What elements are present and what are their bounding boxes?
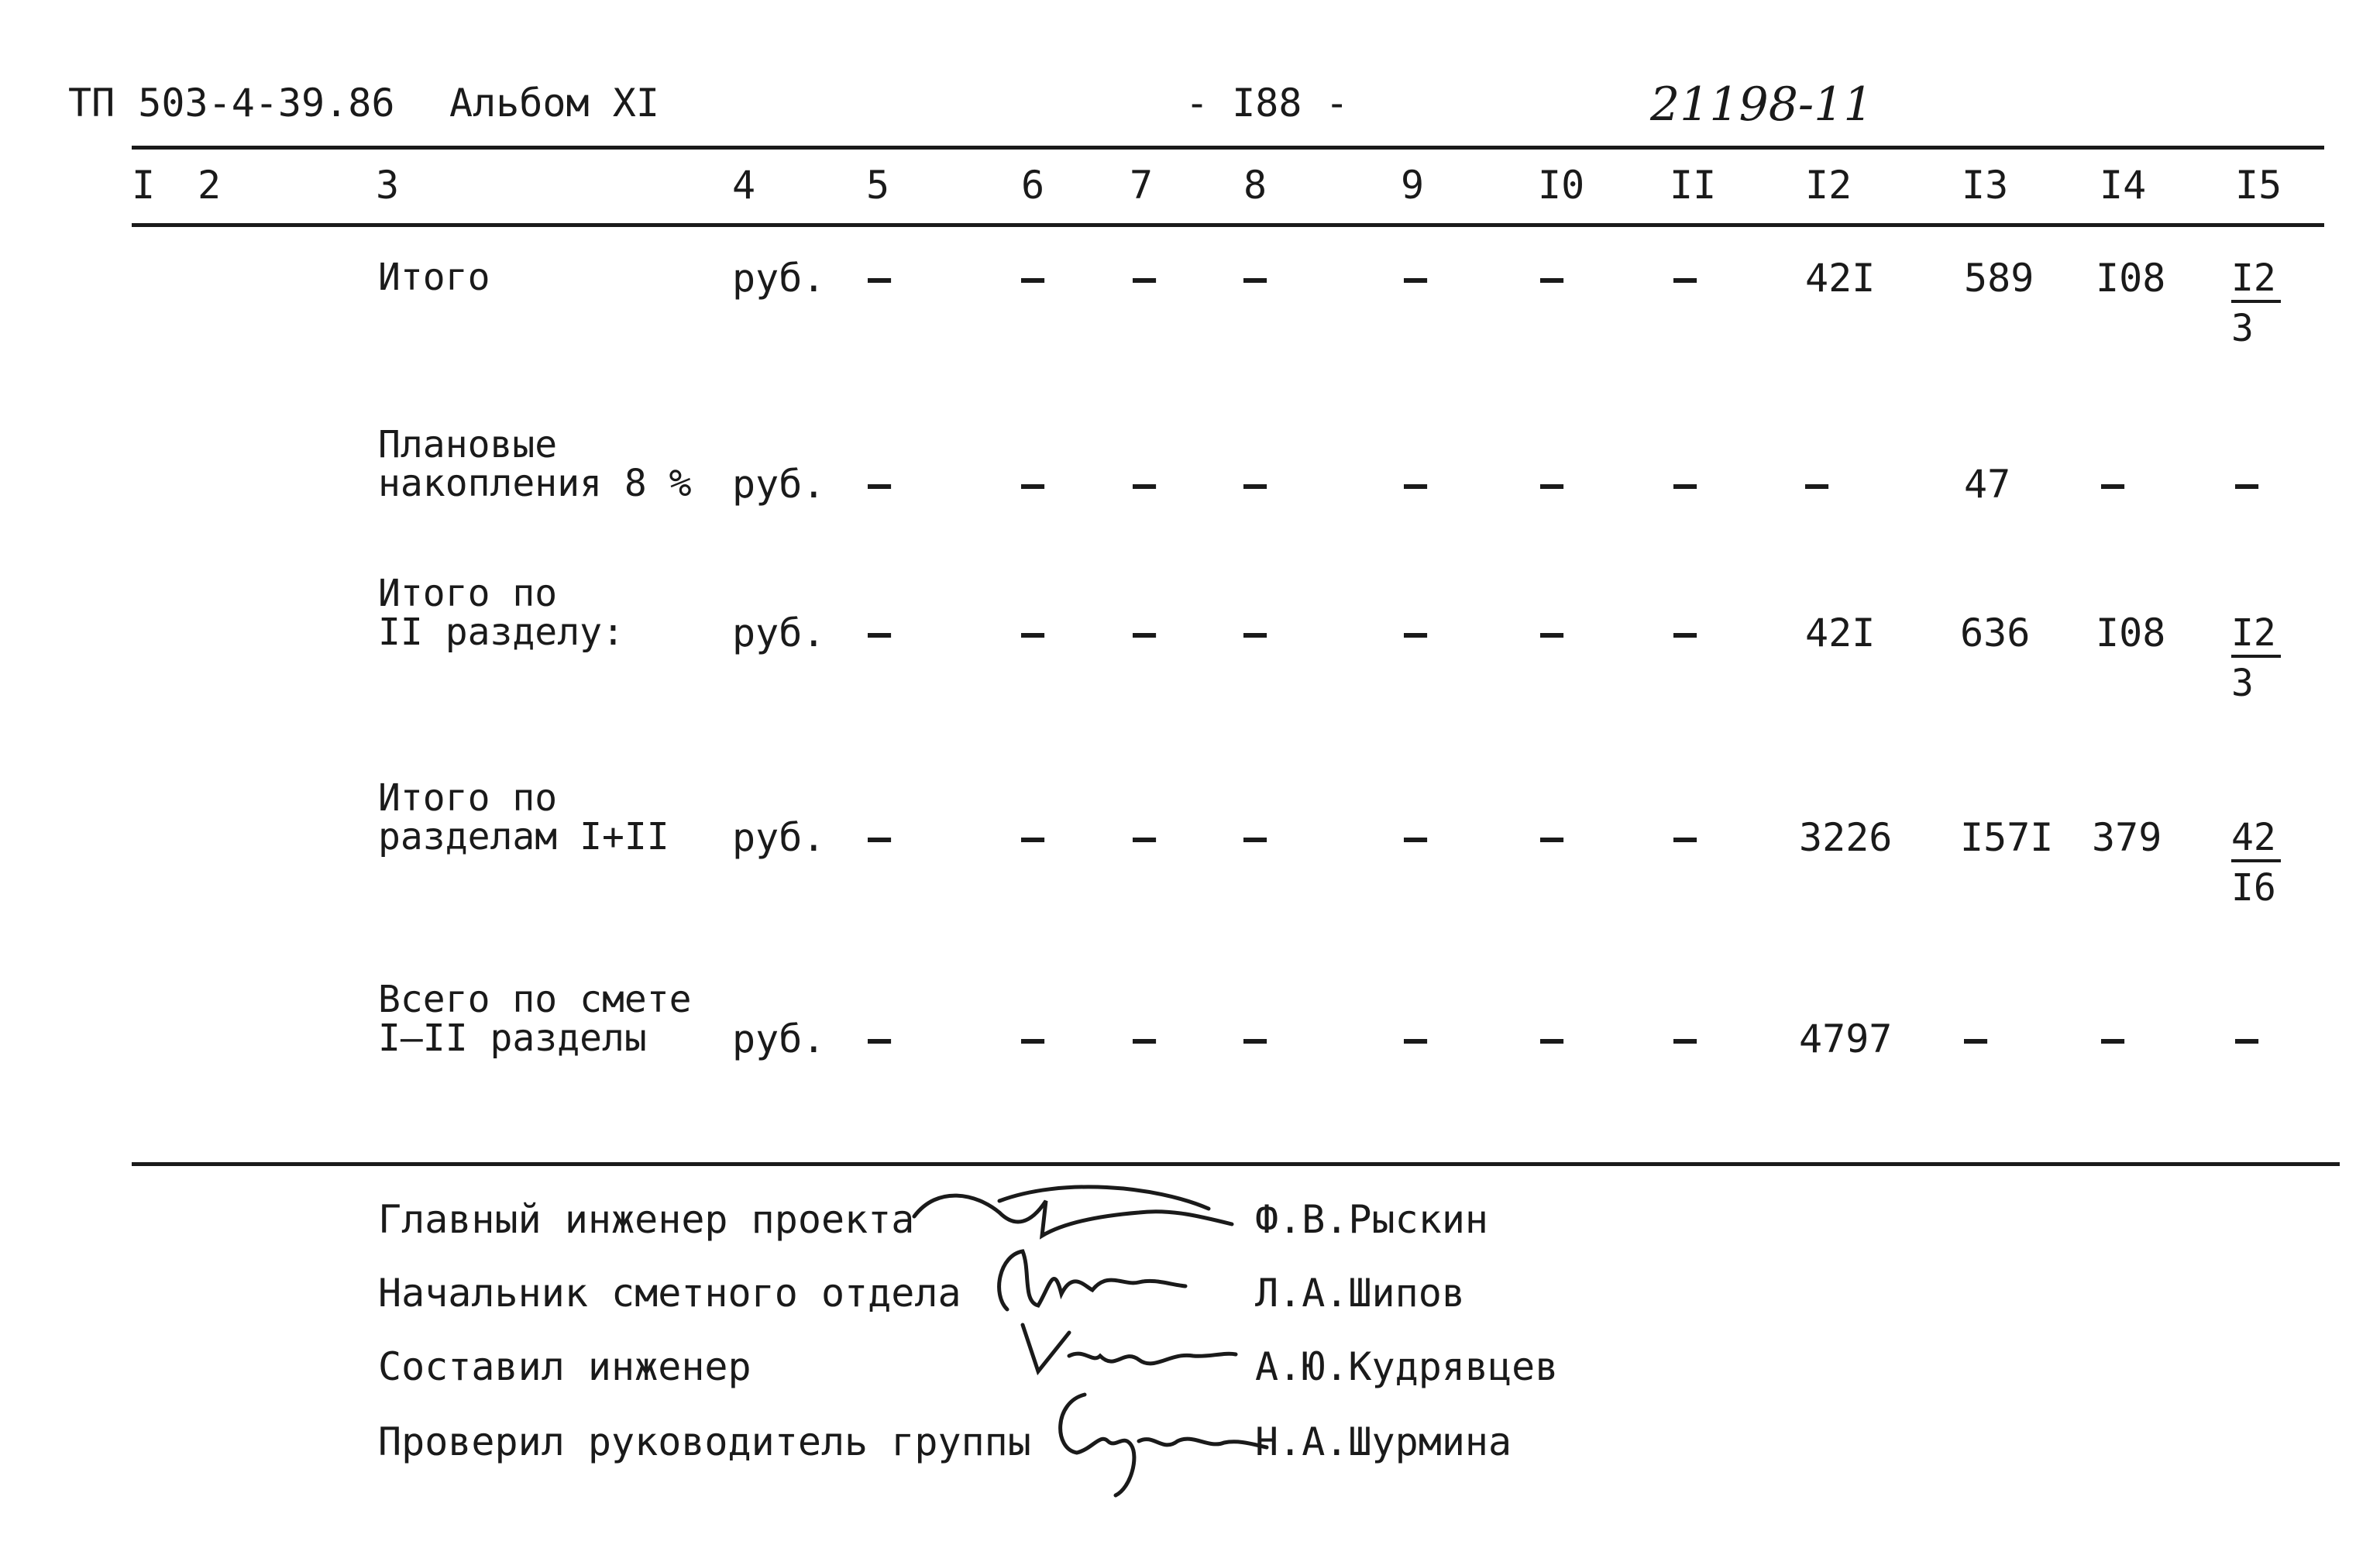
cell: – xyxy=(1021,256,1045,301)
cell: – xyxy=(868,1017,892,1061)
cell: – xyxy=(1540,1017,1564,1061)
col-header: 7 xyxy=(1130,163,1154,208)
row-label: Итого по xyxy=(378,572,558,615)
col-header: I5 xyxy=(2235,163,2282,208)
signature-name: Л.А.Шипов xyxy=(1255,1271,1465,1316)
fraction-numerator: I2 xyxy=(2231,611,2281,658)
table-bottom-rule xyxy=(132,1162,2340,1166)
cell: – xyxy=(1404,462,1428,507)
col-header: I0 xyxy=(1538,163,1585,208)
page-number: - I88 - xyxy=(1185,81,1349,126)
col-header: 3 xyxy=(376,163,400,208)
cell: – xyxy=(1021,611,1045,655)
fraction-cell xyxy=(2231,812,2281,913)
cell: – xyxy=(1673,1017,1697,1061)
row-label: Плановые xyxy=(378,423,558,466)
col-header: 5 xyxy=(866,163,890,208)
fraction-denominator: 3 xyxy=(2231,307,2254,350)
cell: I08 xyxy=(2096,256,2166,301)
unit: руб. xyxy=(732,611,826,655)
doc-code: ТП 503-4-39.86 xyxy=(68,81,395,126)
cell: – xyxy=(1243,256,1267,301)
cell: – xyxy=(868,462,892,507)
cell: – xyxy=(1964,1017,1988,1061)
cell: 42I xyxy=(1805,256,1876,301)
cell: 379 xyxy=(2092,815,2162,860)
col-header: 8 xyxy=(1243,163,1267,208)
cell: – xyxy=(1540,815,1564,860)
cell: – xyxy=(1133,256,1157,301)
row-label: Итого xyxy=(378,256,490,299)
cell: – xyxy=(1133,462,1157,507)
col-header: I2 xyxy=(1805,163,1852,208)
col-header: I xyxy=(132,163,156,208)
fraction-cell xyxy=(2231,253,2281,353)
row-label: II разделу: xyxy=(378,611,624,654)
row-label: накопления 8 % xyxy=(378,462,692,505)
col-header: II xyxy=(1670,163,1717,208)
signature-name: Ф.В.Рыскин xyxy=(1255,1197,1489,1242)
cell: – xyxy=(1133,611,1157,655)
cell: I08 xyxy=(2096,611,2166,655)
cell: – xyxy=(1540,611,1564,655)
cell: – xyxy=(1243,1017,1267,1061)
row-label: I–II разделы xyxy=(378,1017,647,1060)
cell: – xyxy=(1021,462,1045,507)
cell: – xyxy=(1133,815,1157,860)
cell: – xyxy=(1673,256,1697,301)
unit: руб. xyxy=(732,462,826,507)
fraction-denominator: 3 xyxy=(2231,662,2254,705)
sheet-number: 21198-11 xyxy=(1650,77,1873,132)
row-label: разделам I+II xyxy=(378,815,669,858)
cell: – xyxy=(1243,462,1267,507)
cell: – xyxy=(1540,256,1564,301)
fraction-cell xyxy=(2231,607,2281,708)
cell: – xyxy=(1021,1017,1045,1061)
cell: – xyxy=(1021,815,1045,860)
col-header: 6 xyxy=(1021,163,1045,208)
col-header: 4 xyxy=(732,163,756,208)
cell: 589 xyxy=(1964,256,2034,301)
fraction-numerator: I2 xyxy=(2231,256,2281,303)
cell: 47 xyxy=(1964,462,2011,507)
cell: – xyxy=(868,611,892,655)
cell: – xyxy=(868,815,892,860)
cell: 3226 xyxy=(1799,815,1893,860)
signature-role: Проверил руководитель группы xyxy=(378,1419,1031,1464)
album-label: Альбом XI xyxy=(449,81,659,126)
cell: 42I xyxy=(1805,611,1876,655)
cell: – xyxy=(1404,256,1428,301)
col-header: 2 xyxy=(198,163,222,208)
cell: – xyxy=(2235,462,2259,507)
cell: – xyxy=(1805,462,1829,507)
col-header: I3 xyxy=(1962,163,2009,208)
cell: – xyxy=(1404,1017,1428,1061)
cell: – xyxy=(2101,1017,2125,1061)
signature-name: А.Ю.Кудрявцев xyxy=(1255,1344,1559,1389)
cell: – xyxy=(1404,815,1428,860)
signature-role: Главный инженер проекта xyxy=(378,1197,915,1242)
row-label: Итого по xyxy=(378,776,558,820)
cell: – xyxy=(1243,815,1267,860)
signature-scribble xyxy=(1038,1379,1271,1503)
cell: – xyxy=(2101,462,2125,507)
unit: руб. xyxy=(732,256,826,301)
cell: – xyxy=(1673,462,1697,507)
signature-role: Составил инженер xyxy=(378,1344,751,1389)
unit: руб. xyxy=(732,815,826,860)
signature-name: Н.А.Шурмина xyxy=(1255,1419,1512,1464)
cell: – xyxy=(1133,1017,1157,1061)
header-top-rule xyxy=(132,146,2324,150)
cell: I57I xyxy=(1960,815,2054,860)
signature-role: Начальник сметного отдела xyxy=(378,1271,961,1316)
row-label: Всего по смете xyxy=(378,978,692,1021)
cell: – xyxy=(1243,611,1267,655)
header-bottom-rule xyxy=(132,223,2324,227)
col-header: 9 xyxy=(1401,163,1425,208)
cell: – xyxy=(2235,1017,2259,1061)
cell: – xyxy=(1404,611,1428,655)
col-header: I4 xyxy=(2100,163,2147,208)
cell: 636 xyxy=(1960,611,2031,655)
fraction-denominator: I6 xyxy=(2231,866,2276,910)
unit: руб. xyxy=(732,1017,826,1061)
cell: – xyxy=(868,256,892,301)
cell: – xyxy=(1673,815,1697,860)
cell: – xyxy=(1673,611,1697,655)
cell: 4797 xyxy=(1799,1017,1893,1061)
fraction-numerator: 42 xyxy=(2231,816,2281,862)
cell: – xyxy=(1540,462,1564,507)
